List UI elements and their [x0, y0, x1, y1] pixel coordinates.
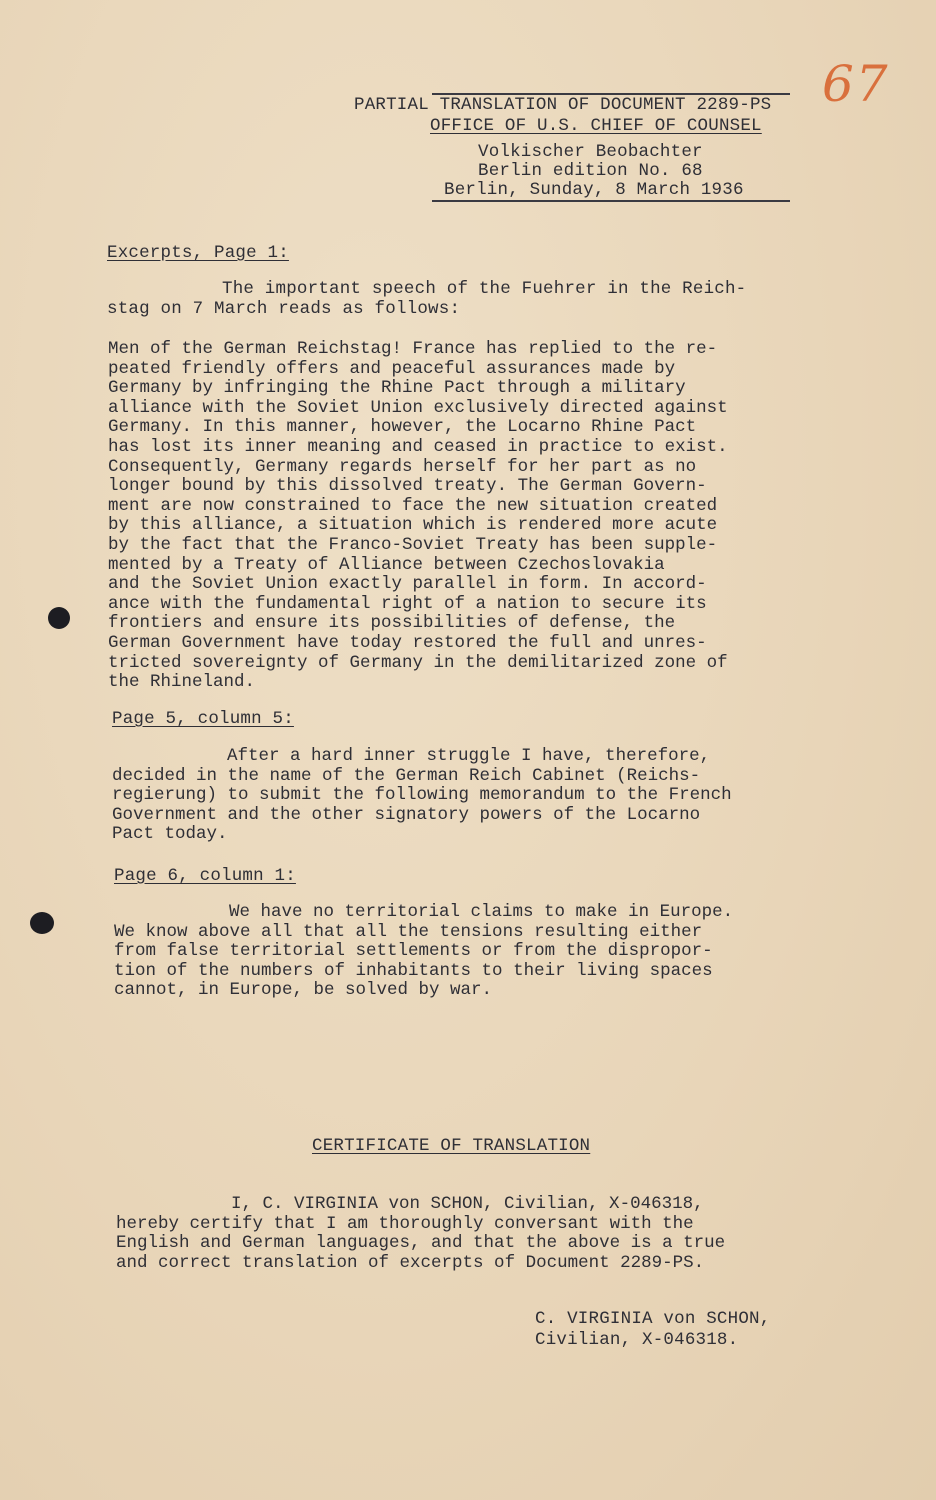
signature-id: Civilian, X-046318. [535, 1330, 739, 1350]
text-line: longer bound by this dissolved treaty. The German Govern- [108, 476, 707, 497]
text-line: We have no territorial claims to make in Europe. [229, 902, 734, 922]
intro-line: stag on 7 March reads as follows: [107, 299, 461, 319]
punch-hole [48, 607, 70, 629]
speech-paragraph [108, 340, 728, 693]
text-line: ment are now constrained to face the new situation created [108, 495, 718, 516]
page-number: 67 [822, 55, 890, 113]
section-heading: Page 6, column 1: [114, 866, 296, 886]
text-line: Government and the other signatory powers of the Locarno [112, 804, 701, 825]
signature-name: C. VIRGINIA von SCHON, [535, 1309, 771, 1329]
text-line: and the Soviet Union exactly parallel in form. In accord- [108, 574, 707, 595]
text-line: ance with the fundamental right of a nation to secure its [108, 593, 707, 614]
certificate-title: CERTIFICATE OF TRANSLATION [312, 1136, 591, 1156]
text-line: tion of the numbers of inhabitants to their living spaces [114, 960, 713, 981]
text-line: decided in the name of the German Reich Cabinet (Reichs- [112, 765, 701, 786]
text-line: alliance with the Soviet Union exclusively directed against [108, 397, 728, 418]
text-line: frontiers and ensure its possibilities of defense, the [108, 613, 676, 634]
text-line: mented by a Treaty of Alliance between Czechoslovakia [108, 554, 665, 575]
section-heading: Page 5, column 5: [112, 709, 294, 729]
text-line: Pact today. [112, 824, 228, 845]
certificate-paragraph [116, 1195, 725, 1273]
text-line: by the fact that the Franco-Soviet Treaty has been supple- [108, 534, 718, 555]
text-line: the Rhineland. [108, 672, 256, 693]
text-line: has lost its inner meaning and ceased in practice to exist. [108, 436, 728, 457]
text-line: English and German languages, and that the above is a true [116, 1233, 726, 1254]
section-heading: Excerpts, Page 1: [107, 243, 289, 263]
text-line: and correct translation of excerpts of Document 2289-PS. [116, 1252, 705, 1273]
text-line: by this alliance, a situation which is rendered more acute [108, 515, 718, 536]
text-line: hereby certify that I am thoroughly conversant with the [116, 1213, 694, 1234]
text-line: We know above all that all the tensions resulting either [114, 921, 703, 942]
text-line: regierung) to submit the following memorandum to the French [112, 785, 732, 806]
claims-paragraph [114, 903, 733, 1001]
memorandum-paragraph [112, 747, 732, 845]
text-line: from false territorial settlements or from the dispropor- [114, 941, 713, 962]
header-newspaper: Volkischer Beobachter [478, 142, 703, 162]
text-line: I, C. VIRGINIA von SCHON, Civilian, X-046318, [231, 1194, 704, 1214]
text-line: Men of the German Reichstag! France has replied to the re- [108, 339, 718, 359]
header-bottom-rule [432, 200, 790, 202]
header-title: PARTIAL TRANSLATION OF DOCUMENT 2289-PS [354, 95, 772, 115]
text-line: peated friendly offers and peaceful assurances made by [108, 358, 676, 379]
punch-hole [30, 912, 54, 934]
intro-line: The important speech of the Fuehrer in the Reich- [222, 279, 747, 299]
text-line: tricted sovereignty of Germany in the demilitarized zone of [108, 652, 728, 673]
text-line: Germany by infringing the Rhine Pact through a military [108, 378, 686, 399]
header-date: Berlin, Sunday, 8 March 1936 [444, 180, 744, 200]
text-line: German Government have today restored the full and unres- [108, 632, 707, 653]
header-office: OFFICE OF U.S. CHIEF OF COUNSEL [430, 116, 762, 136]
text-line: Germany. In this manner, however, the Locarno Rhine Pact [108, 417, 697, 438]
text-line: After a hard inner struggle I have, therefore, [227, 746, 711, 766]
text-line: Consequently, Germany regards herself for her part as no [108, 456, 697, 477]
text-line: cannot, in Europe, be solved by war. [114, 980, 493, 1001]
header-edition: Berlin edition No. 68 [478, 161, 703, 181]
